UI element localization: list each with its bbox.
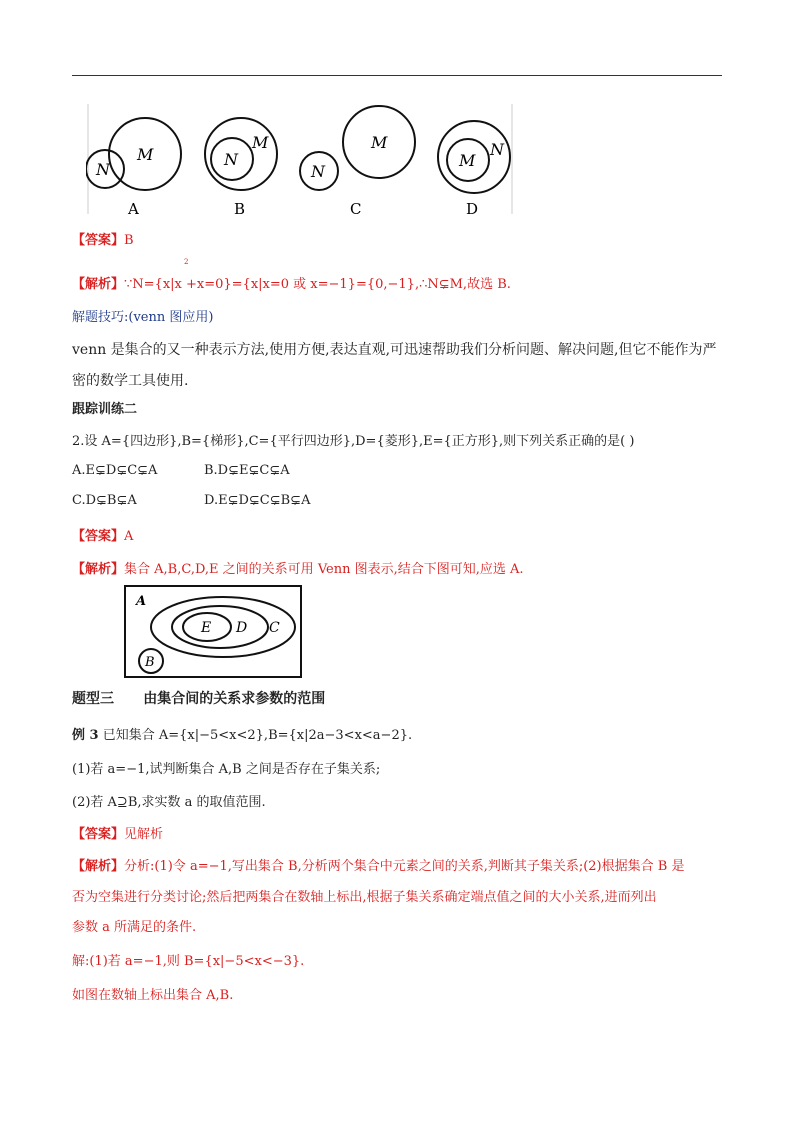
q2-option-a: A.E⊊D⊊C⊊A [72,463,158,478]
venn2-label-c: C [269,620,280,636]
venn-sets-figure [124,585,304,680]
venn-b-big-label: M [252,133,269,152]
ex3-analysis-line-1 [72,855,684,874]
venn-option-b [205,118,277,216]
q1-analysis [72,273,511,292]
ex3-solution-2: 如图在数轴上标出集合 A,B. [72,988,234,1003]
q2-option-b: B.D⊊E⊊C⊊A [204,463,290,478]
answer-tag: 【答案】 [72,827,125,842]
ex3-answer [72,823,163,842]
venn-a-big-label: M [137,145,154,164]
venn-d-small-label: M [459,151,476,170]
analysis-tag: 【解析】 [72,562,125,577]
venn-option-d [438,121,510,216]
tip-title: 解题技巧:(venn 图应用) [72,310,214,325]
analysis-tag: 【解析】 [72,277,125,292]
answer-value: 见解析 [124,827,164,842]
ex3-analysis-line-2: 否为空集进行分类讨论;然后把两集合在数轴上标出,根据子集关系确定端点值之间的大小关系,进而列出 [72,890,657,905]
venn-c-small-label: N [311,162,325,181]
venn-b-caption: B [234,200,246,216]
answer-value: B [124,233,134,248]
analysis-text: 集合 A,B,C,D,E 之间的关系可用 Venn 图表示,结合下图可知,应选 A. [124,562,524,577]
ex3-part-1: (1)若 a=−1,试判断集合 A,B 之间是否存在子集关系; [72,762,381,777]
venn-a-caption: A [128,200,139,216]
q1-superscript: 2 [184,258,189,266]
ex3-stem-text: 已知集合 A={x|−5<x<2},B={x|2a−3<x<a−2}. [102,728,413,743]
venn2-label-b: B [145,655,155,670]
answer-tag: 【答案】 [72,233,125,248]
answer-tag: 【答案】 [72,529,125,544]
q2-stem: 2.设 A={四边形},B={梯形},C={平行四边形},D={菱形},E={正方形},则下列关系正确的是( ) [72,434,635,449]
venn-option-a [86,118,181,216]
ex3-label: 例 3 [72,728,99,743]
ex3-analysis-line-3: 参数 a 所满足的条件. [72,920,197,935]
venn-d-caption: D [466,200,479,216]
venn-b-small-label: N [224,150,238,169]
tip-line-1: venn 是集合的又一种表示方法,使用方便,表达直观,可迅速帮助我们分析问题、解决问题,但它不能作为严 [72,342,717,358]
analysis-text: ∵N={x|x +x=0}={x|x=0 或 x=−1}={0,−1},∴N⊊M,故选 B. [124,277,511,292]
section-type-3: 题型三 由集合间的关系求参数的范围 [72,691,326,707]
answer-value: A [124,529,134,544]
venn-c-big-label: M [371,133,388,152]
venn-d-big-label: N [490,140,504,159]
ex3-solution-1: 解:(1)若 a=−1,则 B={x|−5<x<−3}. [72,954,305,969]
ex3-part-2: (2)若 A⊇B,求实数 a 的取值范围. [72,795,266,810]
venn-a-small-label: N [96,160,110,179]
venn2-label-a: A [136,594,147,609]
q2-analysis [72,558,524,577]
section-practice-2: 跟踪训练二 [72,402,138,417]
q2-answer [72,525,133,544]
venn2-label-e: E [201,620,212,636]
venn-options-figure [86,104,514,216]
q1-answer [72,229,134,248]
analysis-tag: 【解析】 [72,859,125,874]
venn-option-c [300,106,415,216]
q2-option-d: D.E⊊D⊊C⊊B⊊A [204,493,311,508]
tip-line-2: 密的数学工具使用. [72,373,189,389]
header-rule [72,75,722,76]
q2-option-c: C.D⊊B⊊A [72,493,137,508]
ex3-stem [72,724,412,743]
venn-c-caption: C [350,200,362,216]
analysis-text: 分析:(1)令 a=−1,写出集合 B,分析两个集合中元素之间的关系,判断其子集关系;(2)根据集合 B 是 [124,859,685,874]
venn2-label-d: D [236,620,248,636]
